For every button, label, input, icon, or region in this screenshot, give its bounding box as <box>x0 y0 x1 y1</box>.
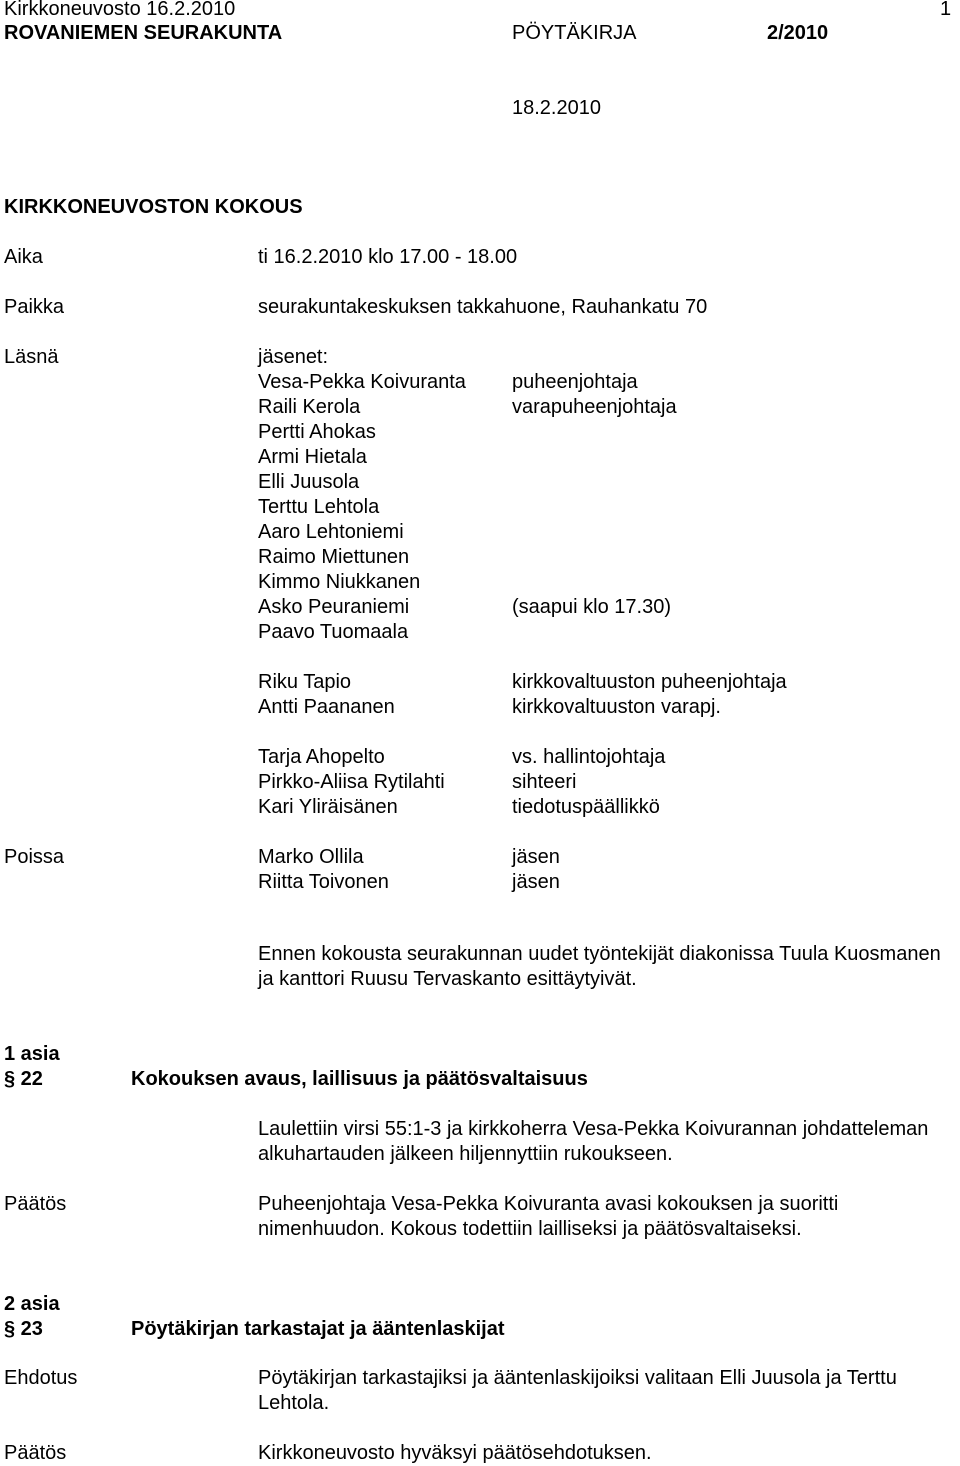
staff-role: vs. hallintojohtaja <box>512 746 666 768</box>
organization-name: ROVANIEMEN SEURAKUNTA <box>4 22 283 44</box>
council-role: kirkkovaltuuston varapj. <box>512 696 721 718</box>
member-name: Raili Kerola <box>258 396 361 418</box>
member-name: Pertti Ahokas <box>258 421 376 443</box>
proposal-text: Pöytäkirjan tarkastajiksi ja ääntenlaskijoiksi valitaan Elli Juusola ja Terttu Lehtola. <box>258 1367 897 1414</box>
member-role: varapuheenjohtaja <box>512 396 677 418</box>
member-name: Aaro Lehtoniemi <box>258 521 404 543</box>
absent-role: jäsen <box>512 846 560 868</box>
member-name: Elli Juusola <box>258 471 360 493</box>
absent-name: Marko Ollila <box>258 846 364 868</box>
staff-name: Tarja Ahopelto <box>258 746 385 768</box>
absent-label: Poissa <box>4 846 65 868</box>
member-name: Raimo Miettunen <box>258 546 410 568</box>
member-name: Vesa-Pekka Koivuranta <box>258 371 466 393</box>
absent-name: Riitta Toivonen <box>258 871 389 893</box>
document-date: 18.2.2010 <box>512 97 601 119</box>
time-value: ti 16.2.2010 klo 17.00 - 18.00 <box>258 246 518 268</box>
member-role: puheenjohtaja <box>512 371 638 393</box>
council-name: Antti Paananen <box>258 696 395 718</box>
absent-role: jäsen <box>512 871 560 893</box>
section-asia-label: 2 asia <box>4 1293 60 1315</box>
decision-label: Päätös <box>4 1442 67 1464</box>
section-title: Kokouksen avaus, laillisuus ja päätösvaltaisuus <box>131 1068 588 1090</box>
member-name: Armi Hietala <box>258 446 367 468</box>
decision-text: Kirkkoneuvosto hyväksyi päätösehdotuksen. <box>258 1442 652 1464</box>
member-name: Kimmo Niukkanen <box>258 571 421 593</box>
intro-note: Ennen kokousta seurakunnan uudet työntekijät diakonissa Tuula Kuosmanen ja kanttori Ruusu Tervaskanto esittäytyivät. <box>258 943 941 990</box>
document-type: PÖYTÄKIRJA <box>512 22 637 44</box>
member-name: Asko Peuraniemi <box>258 596 410 618</box>
place-label: Paikka <box>4 296 65 318</box>
decision-text: Puheenjohtaja Vesa-Pekka Koivuranta avasi kokouksen ja suoritti nimenhuudon. Kokous todettiin lailliseksi ja päätösvaltaiseksi. <box>258 1193 839 1240</box>
place-value: seurakuntakeskuksen takkahuone, Rauhankatu 70 <box>258 296 708 318</box>
staff-name: Pirkko-Aliisa Rytilahti <box>258 771 445 793</box>
council-name: Riku Tapio <box>258 671 352 693</box>
section-asia-label: 1 asia <box>4 1043 60 1065</box>
present-label: Läsnä <box>4 346 59 368</box>
member-name: Terttu Lehtola <box>258 496 380 518</box>
proposal-label: Ehdotus <box>4 1367 78 1389</box>
members-heading: jäsenet: <box>258 346 329 368</box>
section-number: § 22 <box>4 1068 43 1090</box>
section-title: Pöytäkirjan tarkastajat ja ääntenlaskijat <box>131 1318 505 1340</box>
staff-role: sihteeri <box>512 771 577 793</box>
page-number: 1 <box>940 0 952 20</box>
section-number: § 23 <box>4 1318 43 1340</box>
member-role: (saapui klo 17.30) <box>512 596 671 618</box>
document-number: 2/2010 <box>767 22 829 44</box>
time-label: Aika <box>4 246 43 268</box>
page-title: KIRKKONEUVOSTON KOKOUS <box>4 196 303 218</box>
council-role: kirkkovaltuuston puheenjohtaja <box>512 671 787 693</box>
member-name: Paavo Tuomaala <box>258 621 409 643</box>
decision-label: Päätös <box>4 1193 67 1215</box>
header-committee-date: Kirkkoneuvosto 16.2.2010 <box>4 0 236 20</box>
staff-name: Kari Yliräisänen <box>258 796 398 818</box>
section-text: Laulettiin virsi 55:1-3 ja kirkkoherra Vesa-Pekka Koivurannan johdatteleman alkuhartauden jälkeen hiljennyttiin rukoukseen. <box>258 1118 929 1165</box>
staff-role: tiedotuspäällikkö <box>512 796 660 818</box>
